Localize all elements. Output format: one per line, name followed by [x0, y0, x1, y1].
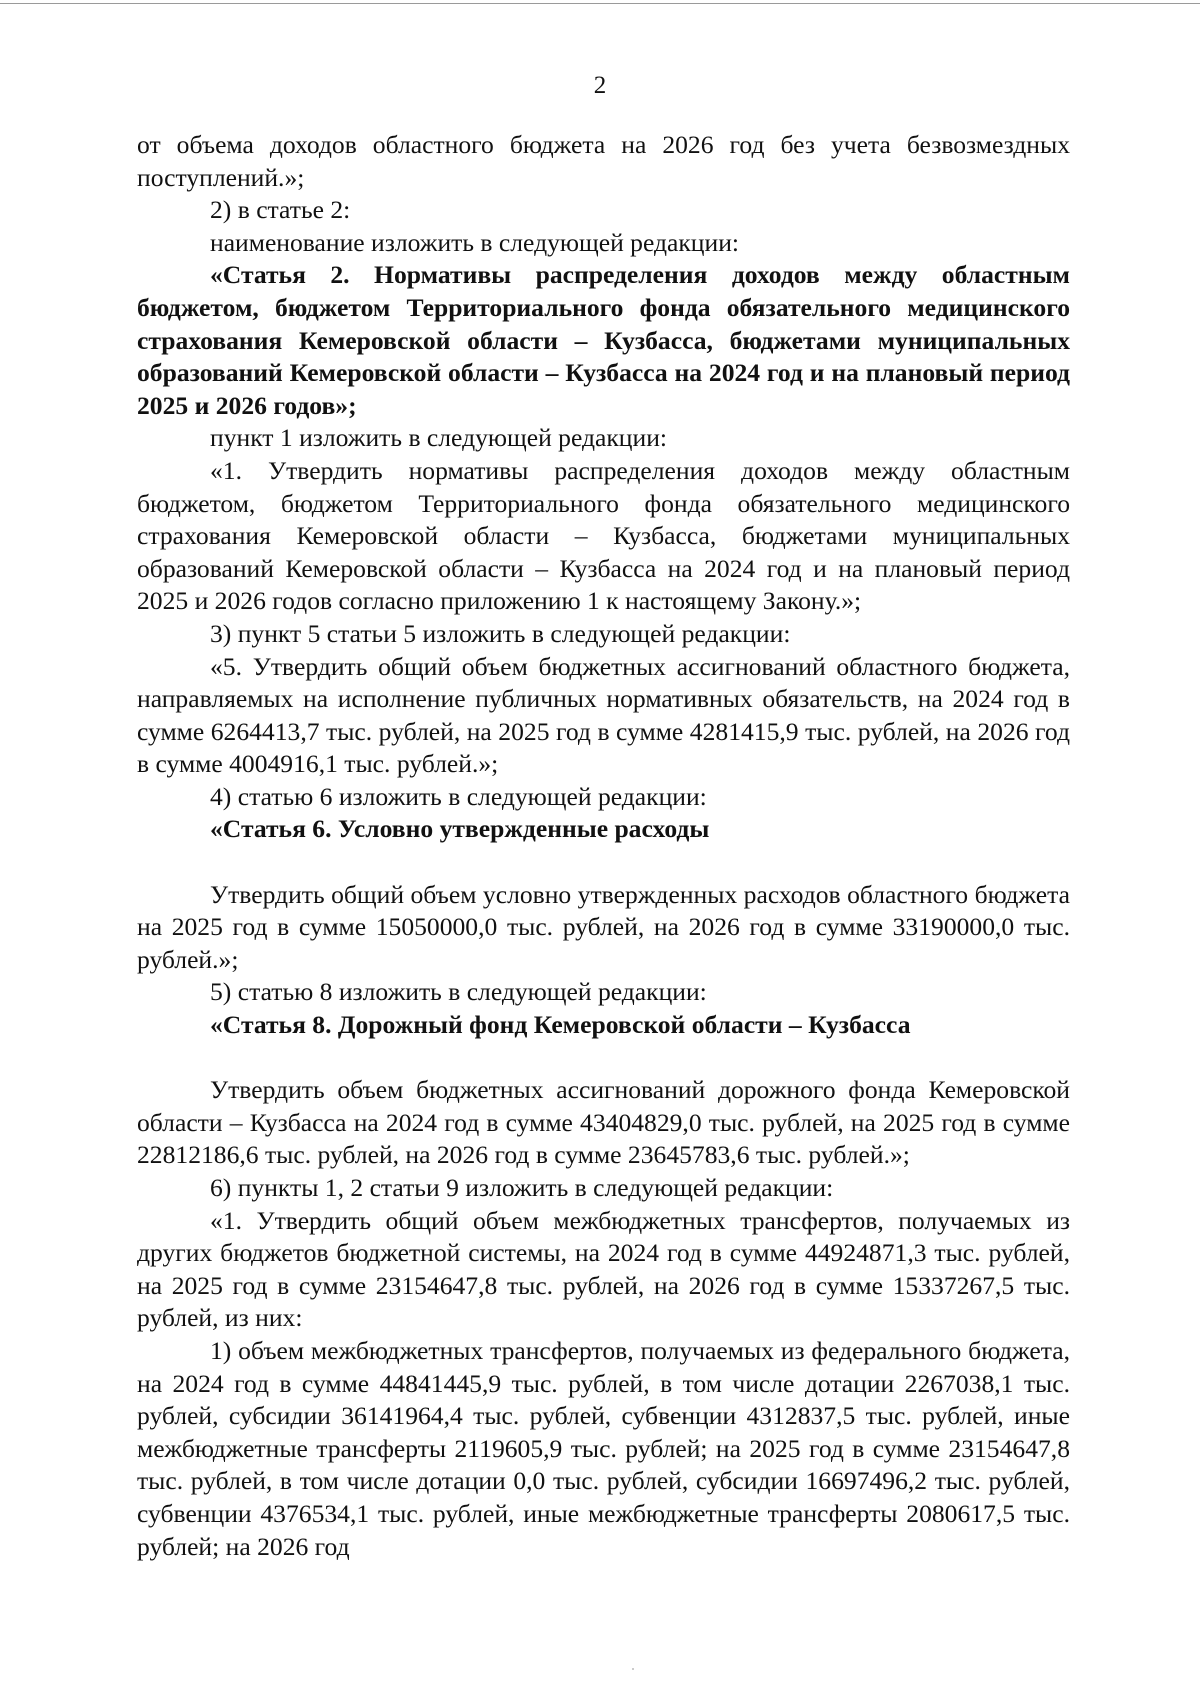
paragraph-item-3: 3) пункт 5 статьи 5 изложить в следующей редакции:	[210, 618, 791, 648]
paragraph-item-4: 4) статью 6 изложить в следующей редакции:	[210, 781, 707, 811]
article-2-heading: «Статья 2. Нормативы распределения доходов между областным бюджетом, бюджетом Территориального фонда обязательного медицинского страхования Кемеровской области – Кузбасса, бюджетами муниципальных образований Кемеровской области – Кузбасса на 2024 год и на плановый период 2025 и 2026 годов»;	[137, 260, 1070, 420]
scan-speck	[632, 1668, 634, 1670]
paragraph-item-5: 5) статью 8 изложить в следующей редакции:	[210, 977, 707, 1007]
article-6-heading: «Статья 6. Условно утвержденные расходы	[210, 814, 710, 844]
paragraph-instruction-title: наименование изложить в следующей редакции:	[210, 227, 740, 257]
page-number: 2	[593, 72, 607, 99]
paragraph-continuation: от объема доходов областного бюджета на 2026 год без учета безвозмездных поступлений.»;	[137, 130, 1070, 192]
paragraph-subpoint-1-federal: 1) объем межбюджетных трансфертов, получаемых из федерального бюджета, на 2024 год в сумме 44841445,9 тыс. рублей, в том числе дотации 2267038,1 тыс. рублей, субсидии 36141964,4 тыс. рублей, субвенции 4312837,5 тыс. рублей, иные межбюджетные трансферты 2119605,9 тыс. рублей; на 2025 год в сумме 23154647,8 тыс. рублей, в том числе дотации 0,0 тыс. рублей, субсидии 16697496,2 тыс. рублей, субвенции 4376534,1 тыс. рублей, иные межбюджетные трансферты 2080617,5 тыс. рублей; на 2026 год	[137, 1335, 1070, 1561]
paragraph-article-6-text: Утвердить общий объем условно утвержденных расходов областного бюджета на 2025 год в сумме 15050000,0 тыс. рублей, на 2026 год в сумме 33190000,0 тыс. рублей.»;	[137, 879, 1070, 974]
paragraph-article-8-text: Утвердить объем бюджетных ассигнований дорожного фонда Кемеровской области – Кузбасса на 2024 год в сумме 43404829,0 тыс. рублей, на 2025 год в сумме 22812186,6 тыс. рублей, на 2026 год в сумме 23645783,6 тыс. рублей.»;	[137, 1075, 1070, 1170]
paragraph-item-6: 6) пункты 1, 2 статьи 9 изложить в следующей редакции:	[210, 1173, 834, 1202]
paragraph-instruction-point-1: пункт 1 изложить в следующей редакции:	[210, 423, 668, 453]
article-8-heading: «Статья 8. Дорожный фонд Кемеровской области – Кузбасса	[210, 1010, 911, 1040]
document-body	[137, 129, 1070, 1563]
paragraph-point-1-transfers: «1. Утвердить общий объем межбюджетных трансфертов, получаемых из других бюджетов бюджетной системы, на 2024 год в сумме 44924871,3 тыс. рублей, на 2025 год в сумме 23154647,8 тыс. рублей, на 2026 год в сумме 15337267,5 тыс. рублей, из них:	[137, 1205, 1070, 1333]
paragraph-point-5-text: «5. Утвердить общий объем бюджетных ассигнований областного бюджета, направляемых на исполнение публичных нормативных обязательств, на 2024 год в сумме 6264413,7 тыс. рублей, на 2025 год в сумме 4281415,9 тыс. рублей, на 2026 год в сумме 4004916,1 тыс. рублей.»;	[137, 651, 1070, 779]
paragraph-point-1-text: «1. Утвердить нормативы распределения доходов между областным бюджетом, бюджетом Территориального фонда обязательного медицинского страхования Кемеровской области – Кузбасса, бюджетами муниципальных образований Кемеровской области – Кузбасса на 2024 год и на плановый период 2025 и 2026 годов согласно приложению 1 к настоящему Закону.»;	[137, 455, 1070, 616]
paragraph-item-2: 2) в статье 2:	[210, 195, 351, 225]
page-top-edge-line	[0, 3, 1200, 4]
